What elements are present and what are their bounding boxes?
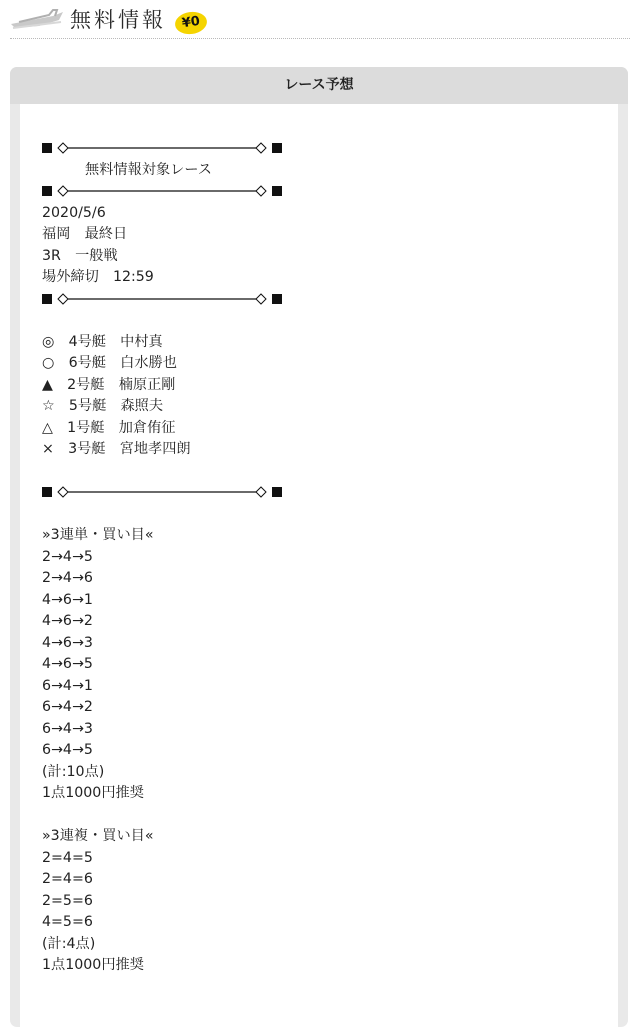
trifecta-bet: 4→6→1 bbox=[42, 591, 93, 608]
trifecta-bet: 4→6→3 bbox=[42, 634, 93, 651]
spacer bbox=[42, 461, 602, 483]
trio-recommend: 1点1000円推奨 bbox=[42, 957, 144, 973]
race-venue-day: 福岡 最終日 bbox=[42, 226, 128, 242]
site-header bbox=[0, 0, 640, 40]
prediction-item: ◎ 4号艇 中村真 bbox=[42, 333, 163, 350]
trifecta-bet: 6→4→3 bbox=[42, 720, 93, 737]
race-prediction-panel bbox=[10, 67, 628, 1027]
free-badge: ¥0 bbox=[174, 10, 209, 36]
trifecta-bet: 2→4→6 bbox=[42, 570, 93, 586]
trifecta-heading: »3連単・買い目« bbox=[42, 527, 154, 543]
trifecta-total: (計:10点) bbox=[42, 763, 105, 780]
prediction-item: ▲ 2号艇 楠原正剛 bbox=[42, 376, 176, 393]
race-target-label: 無料情報対象レース bbox=[85, 161, 212, 178]
panel-title: レース予想 bbox=[10, 67, 628, 104]
trifecta-bet: 2→4→5 bbox=[42, 548, 93, 565]
ornament-icon bbox=[42, 292, 282, 306]
boat-logo-icon bbox=[9, 6, 65, 32]
trifecta-bet: 4→6→5 bbox=[42, 656, 93, 672]
divider-ornament bbox=[42, 181, 602, 203]
trio-bet: 2=5=6 bbox=[42, 892, 93, 909]
prediction-item: × 3号艇 宮地孝四朗 bbox=[42, 441, 191, 457]
race-date: 2020/5/6 bbox=[42, 204, 106, 221]
header-divider bbox=[10, 38, 630, 39]
divider-ornament bbox=[42, 138, 602, 160]
prediction-item: △ 1号艇 加倉侑征 bbox=[42, 419, 176, 436]
trifecta-bet: 6→4→1 bbox=[42, 677, 93, 694]
trifecta-bet: 4→6→2 bbox=[42, 613, 93, 629]
ornament-icon bbox=[42, 485, 282, 499]
trio-bet: 2=4=5 bbox=[42, 849, 93, 866]
trio-bet: 4=5=6 bbox=[42, 914, 93, 930]
spacer bbox=[42, 310, 602, 332]
panel-body bbox=[20, 104, 618, 1027]
divider-ornament bbox=[42, 482, 602, 504]
trifecta-bet: 6→4→2 bbox=[42, 699, 93, 715]
ornament-icon bbox=[42, 184, 282, 198]
trifecta-bet: 6→4→5 bbox=[42, 742, 93, 758]
race-name: 3R 一般戦 bbox=[42, 247, 118, 264]
trio-bet: 2=4=6 bbox=[42, 871, 93, 887]
prediction-item: ○ 6号艇 白水勝也 bbox=[42, 355, 177, 371]
ornament-icon bbox=[42, 141, 282, 155]
trio-heading: »3連複・買い目« bbox=[42, 828, 154, 844]
race-deadline: 場外締切 12:59 bbox=[42, 269, 154, 285]
spacer bbox=[42, 805, 602, 827]
header-title: 無料情報 bbox=[70, 8, 166, 32]
trifecta-recommend: 1点1000円推奨 bbox=[42, 785, 144, 801]
spacer bbox=[42, 504, 602, 526]
prediction-item: ☆ 5号艇 森照夫 bbox=[42, 398, 164, 414]
trio-total: (計:4点) bbox=[42, 935, 96, 952]
divider-ornament bbox=[42, 289, 602, 311]
prediction-content bbox=[42, 138, 602, 977]
